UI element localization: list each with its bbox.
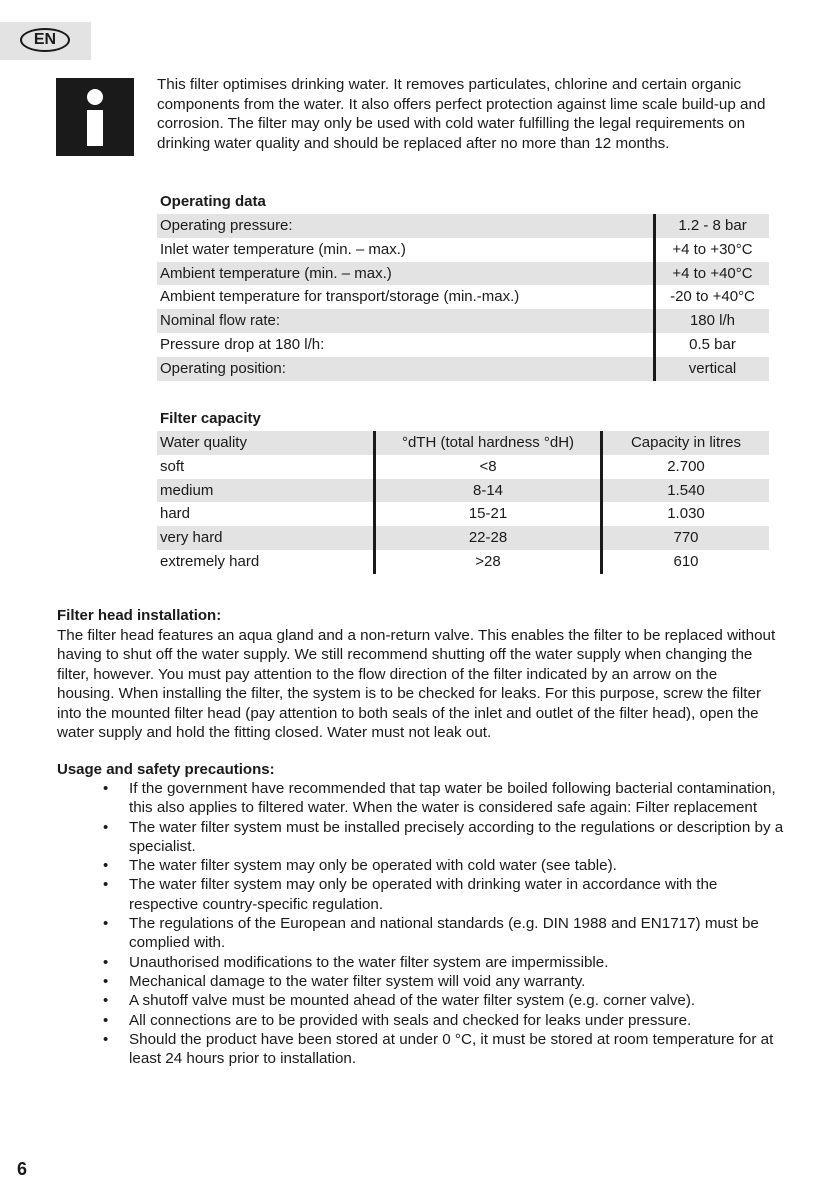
usage-title: Usage and safety precautions: bbox=[57, 761, 275, 778]
bullet-icon: • bbox=[103, 857, 109, 875]
table-cell-label: Nominal flow rate: bbox=[157, 309, 655, 333]
list-item-text: The water filter system must be installed precisely according to the regulations or description by a specialist. bbox=[129, 818, 784, 855]
operating-data-title: Operating data bbox=[160, 193, 266, 210]
table-cell-value: 1.2 - 8 bar bbox=[655, 214, 770, 238]
list-item bbox=[100, 1030, 790, 1069]
table-cell-hardness: >28 bbox=[375, 550, 602, 574]
table-row bbox=[157, 238, 769, 262]
table-row bbox=[157, 262, 769, 286]
bullet-icon: • bbox=[103, 876, 109, 894]
table-cell-label: Pressure drop at 180 l/h: bbox=[160, 335, 325, 353]
table-cell-quality: very hard bbox=[157, 526, 375, 550]
info-icon bbox=[56, 78, 134, 156]
table-cell-capacity: 770 bbox=[602, 526, 770, 550]
list-item bbox=[100, 914, 790, 953]
table-row bbox=[157, 550, 769, 574]
list-item-text: A shutoff valve must be mounted ahead of the water filter system (e.g. corner valve). bbox=[129, 992, 696, 1010]
table-cell-capacity: 610 bbox=[602, 550, 770, 574]
table-cell-quality: medium bbox=[157, 479, 375, 503]
list-item-text: Mechanical damage to the water filter system will void any warranty. bbox=[129, 972, 586, 990]
language-tab bbox=[0, 22, 91, 60]
table-cell-value: vertical bbox=[655, 357, 770, 381]
list-item bbox=[100, 1011, 790, 1030]
table-cell-hardness: 15-21 bbox=[375, 502, 602, 526]
filter-capacity-table bbox=[157, 431, 769, 574]
table-cell-value: -20 to +40°C bbox=[655, 285, 770, 309]
list-item-text: Should the product have been stored at under 0 °C, it must be stored at room temperature for at least 24 hours prior to installation. bbox=[129, 1030, 774, 1068]
bullet-icon: • bbox=[103, 1030, 109, 1048]
table-cell-label: Operating position: bbox=[157, 357, 655, 381]
list-item-text: The regulations of the European and national standards (e.g. DIN 1988 and EN1717) must be complied with. bbox=[129, 915, 759, 952]
list-item bbox=[100, 818, 790, 857]
filter-capacity-title: Filter capacity bbox=[160, 410, 261, 427]
table-cell-hardness: 22-28 bbox=[375, 526, 602, 550]
list-item-text: The water filter system may only be operated with drinking water in accordance with the respective country-specific regulation. bbox=[129, 876, 718, 913]
table-cell-value: 180 l/h bbox=[655, 309, 770, 333]
list-item bbox=[100, 972, 790, 991]
list-item-text: All connections are to be provided with seals and checked for leaks under pressure. bbox=[129, 1011, 692, 1029]
installation-text: The filter head features an aqua gland and a non-return valve. This enables the filter to be replaced without having to shut off the water supply. We still recommend shutting off the water supply when changing the filter, however. You must pay attention to the flow direction of the filter indicated by an arrow on the housing. When installing the filter, the system is to be checked for leaks. For this purpose, screw the filter into the mounted filter head (pay attention to both seals of the inlet and outlet of the filter head), open the water supply and hold the fitting closed. Water must not leak out. bbox=[57, 627, 776, 742]
column-header-capacity: Capacity in litres bbox=[602, 431, 770, 455]
table-cell-capacity: 2.700 bbox=[602, 455, 770, 479]
table-header-row bbox=[157, 431, 769, 455]
table-row bbox=[157, 333, 769, 357]
table-cell-label: Operating pressure: bbox=[157, 214, 655, 238]
list-item bbox=[100, 953, 790, 972]
table-cell-capacity: 1.030 bbox=[602, 502, 770, 526]
table-cell-quality: hard bbox=[160, 505, 191, 523]
column-header-water-quality: Water quality bbox=[157, 431, 375, 455]
list-item-text: Unauthorised modifications to the water filter system are impermissible. bbox=[129, 953, 609, 971]
bullet-icon: • bbox=[103, 953, 109, 971]
page-number: 6 bbox=[17, 1159, 28, 1179]
table-row bbox=[157, 357, 769, 381]
list-item-text: If the government have recommended that tap water be boiled following bacterial contamination, this also applies to filtered water. When the water is considered safe again: Filter replacement bbox=[129, 780, 776, 817]
table-cell-label: Inlet water temperature (min. – max.) bbox=[160, 240, 406, 258]
table-row bbox=[157, 455, 769, 479]
column-header-hardness: °dTH (total hardness °dH) bbox=[375, 431, 602, 455]
table-row bbox=[157, 309, 769, 333]
list-item bbox=[100, 856, 790, 875]
table-row bbox=[157, 526, 769, 550]
table-cell-value: 0.5 bar bbox=[655, 333, 770, 357]
bullet-icon: • bbox=[103, 818, 109, 836]
table-cell-quality: extremely hard bbox=[160, 552, 260, 570]
table-cell-label: Ambient temperature (min. – max.) bbox=[157, 262, 655, 286]
table-cell-value: +4 to +30°C bbox=[655, 238, 770, 262]
bullet-icon: • bbox=[103, 1011, 109, 1029]
table-cell-quality: soft bbox=[160, 457, 185, 475]
table-cell-value: +4 to +40°C bbox=[655, 262, 770, 286]
usage-list bbox=[100, 779, 790, 1068]
bullet-icon: • bbox=[103, 972, 109, 990]
operating-data-table bbox=[157, 214, 769, 381]
list-item bbox=[100, 875, 790, 914]
list-item bbox=[100, 779, 790, 818]
bullet-icon: • bbox=[103, 915, 109, 933]
table-cell-hardness: 8-14 bbox=[375, 479, 602, 503]
language-badge: EN bbox=[20, 28, 70, 52]
intro-text: This filter optimises drinking water. It removes particulates, chlorine and certain organic components from the water. It also offers perfect protection against lime scale build-up and corrosion. The filter may only be used with cold water fulfilling the legal requirements on drinking water quality and should be replaced after no more than 12 months. bbox=[157, 76, 766, 152]
table-row bbox=[157, 214, 769, 238]
table-row bbox=[157, 479, 769, 503]
bullet-icon: • bbox=[103, 992, 109, 1010]
table-cell-label: Ambient temperature for transport/storage (min.-max.) bbox=[160, 288, 520, 306]
list-item bbox=[100, 991, 790, 1010]
installation-title: Filter head installation: bbox=[57, 607, 222, 624]
table-cell-capacity: 1.540 bbox=[602, 479, 770, 503]
table-row bbox=[157, 502, 769, 526]
list-item-text: The water filter system may only be operated with cold water (see table). bbox=[129, 857, 617, 875]
bullet-icon: • bbox=[103, 780, 109, 797]
table-row bbox=[157, 285, 769, 309]
table-cell-hardness: <8 bbox=[375, 455, 602, 479]
